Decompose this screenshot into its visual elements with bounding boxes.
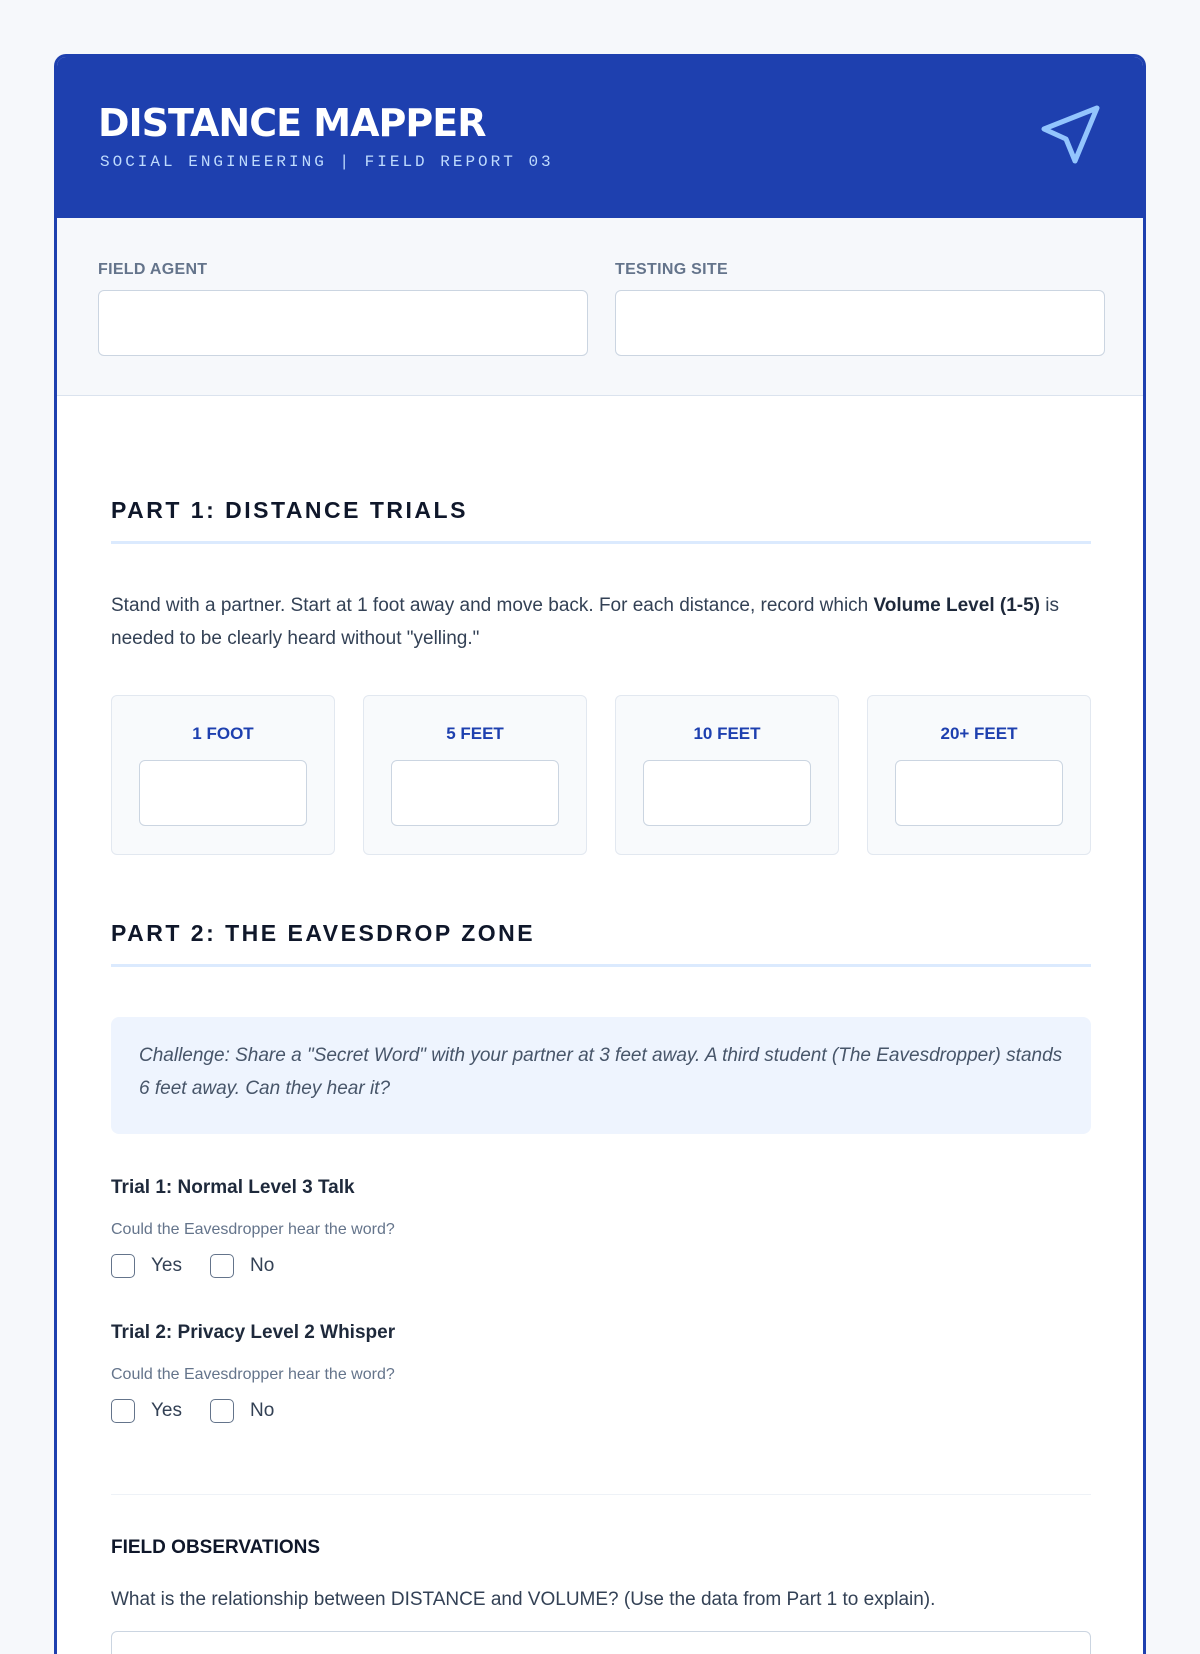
trial-2-yes-label: Yes — [151, 1400, 182, 1421]
trial-2-yes-option[interactable] — [111, 1399, 182, 1423]
part2-title: PART 2: THE EAVESDROP ZONE — [111, 920, 536, 946]
section-divider — [111, 1494, 1091, 1495]
part1-title: PART 1: DISTANCE TRIALS — [111, 497, 468, 523]
field-agent-label: FIELD AGENT — [98, 261, 208, 278]
trial-1-title: Trial 1: Normal Level 3 Talk — [111, 1177, 355, 1198]
part1-instructions-bold: Volume Level (1-5) — [873, 595, 1040, 616]
challenge-callout: Challenge: Share a "Secret Word" with your partner at 3 feet away. A third student (The Eavesdropper) stands 6 feet away. Can they hear it? — [111, 1017, 1091, 1134]
trial-1-yes-option[interactable] — [111, 1254, 182, 1278]
trial-1-no-checkbox[interactable] — [210, 1254, 234, 1278]
observations-title: FIELD OBSERVATIONS — [111, 1537, 321, 1558]
part1-instructions — [111, 589, 1091, 655]
distance-label: 10 FEET — [693, 724, 761, 743]
trial-2-yes-checkbox[interactable] — [111, 1399, 135, 1423]
trial-1-yes-checkbox[interactable] — [111, 1254, 135, 1278]
trial-1-no-option[interactable] — [210, 1254, 274, 1278]
part1-instructions-post: is needed to be clearly heard without "yelling." — [111, 595, 1059, 649]
testing-site-input[interactable] — [615, 290, 1105, 356]
distance-label: 1 FOOT — [192, 724, 254, 743]
part1-instructions-pre: Stand with a partner. Start at 1 foot away and move back. For each distance, record which — [111, 595, 874, 616]
report-header — [57, 57, 1143, 218]
trial-1-no-label: No — [250, 1255, 275, 1276]
field-agent-input[interactable] — [98, 290, 588, 356]
report-card — [54, 54, 1146, 1654]
trial-1-question: Could the Eavesdropper hear the word? — [111, 1221, 395, 1238]
distance-volume-input[interactable] — [391, 760, 559, 826]
field-agent-group — [98, 260, 588, 356]
testing-site-label: TESTING SITE — [615, 261, 728, 278]
trial-2-title: Trial 2: Privacy Level 2 Whisper — [111, 1322, 396, 1343]
distance-volume-input[interactable] — [643, 760, 811, 826]
testing-site-group — [615, 260, 1105, 356]
distance-box — [615, 695, 839, 855]
trial-2-question: Could the Eavesdropper hear the word? — [111, 1366, 395, 1383]
trial-2-no-label: No — [250, 1400, 275, 1421]
distance-volume-input[interactable] — [139, 760, 307, 826]
distance-label: 5 FEET — [446, 724, 504, 743]
distance-label: 20+ FEET — [940, 724, 1018, 743]
distance-box — [111, 695, 335, 855]
trial-2-no-checkbox[interactable] — [210, 1399, 234, 1423]
page-subtitle: SOCIAL ENGINEERING | FIELD REPORT 03 — [100, 153, 554, 171]
distance-volume-input[interactable] — [895, 760, 1063, 826]
send-icon — [1039, 103, 1103, 167]
trial-1-yes-label: Yes — [151, 1255, 182, 1276]
page-title: DISTANCE MAPPER — [98, 101, 486, 145]
meta-section — [57, 218, 1143, 396]
observations-textarea[interactable] — [111, 1631, 1091, 1654]
part1-rule — [111, 541, 1091, 544]
observations-question: What is the relationship between DISTANCE and VOLUME? (Use the data from Part 1 to explain). — [111, 1589, 936, 1610]
distance-box — [363, 695, 587, 855]
trial-2-no-option[interactable] — [210, 1399, 274, 1423]
distance-box — [867, 695, 1091, 855]
part2-rule — [111, 964, 1091, 967]
